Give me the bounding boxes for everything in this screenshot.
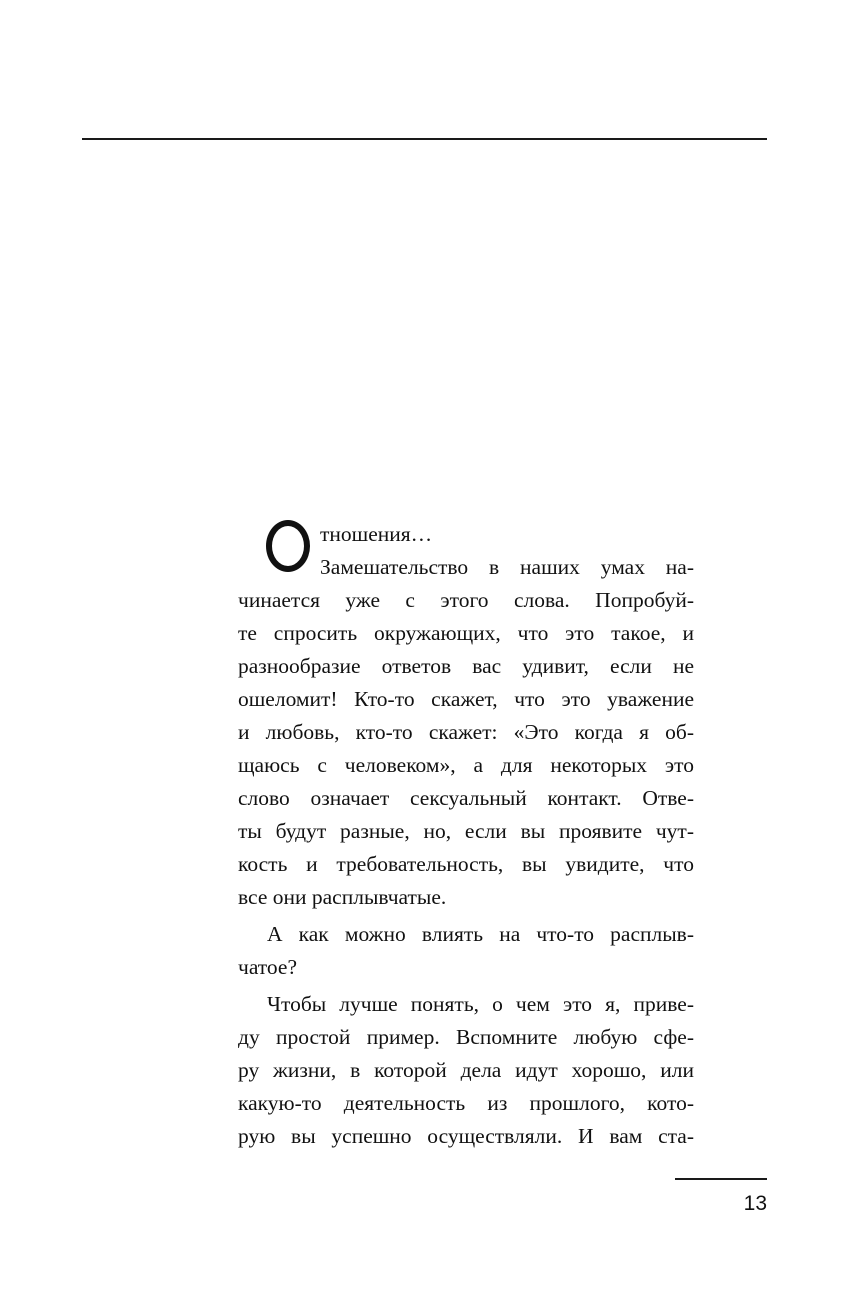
header-rule: [82, 138, 767, 140]
body-text: [238, 518, 694, 1153]
text-line: ру жизни, в которой дела идут хорошо, или: [238, 1058, 694, 1082]
text-line: А как можно влиять на что-то расплыв-: [267, 922, 694, 946]
text-line: и любовь, кто-то скажет: «Это когда я об-: [238, 720, 694, 744]
text-line: тношения…: [320, 522, 433, 546]
text-line: разнообразие ответов вас удивит, если не: [238, 654, 694, 678]
footer-rule: [675, 1178, 767, 1180]
text-line: рую вы успешно осуществляли. И вам ста-: [238, 1124, 694, 1148]
text-line: щаюсь с человеком», а для некоторых это: [238, 753, 694, 777]
text-line: слово означает сексуальный контакт. Отве-: [238, 786, 694, 810]
text-line: ду простой пример. Вспомните любую сфе-: [238, 1025, 694, 1049]
text-line: кость и требовательность, вы увидите, что: [238, 852, 694, 876]
text-line: какую-то деятельность из прошлого, кото-: [238, 1091, 694, 1115]
dropcap-letter-o-icon: [266, 520, 310, 572]
page-number: 13: [743, 1192, 767, 1215]
text-line: чатое?: [238, 955, 298, 979]
text-line: те спросить окружающих, что это такое, и: [238, 621, 694, 645]
text-line: чинается уже с этого слова. Попробуй-: [238, 588, 694, 612]
text-line: все они расплывчатые.: [238, 885, 447, 909]
text-line: Замешательство в наших умах на-: [320, 555, 694, 579]
text-line: Чтобы лучше понять, о чем это я, приве-: [267, 992, 694, 1016]
text-line: ты будут разные, но, если вы проявите чут-: [238, 819, 694, 843]
text-line: ошеломит! Кто-то скажет, что это уважение: [238, 687, 694, 711]
